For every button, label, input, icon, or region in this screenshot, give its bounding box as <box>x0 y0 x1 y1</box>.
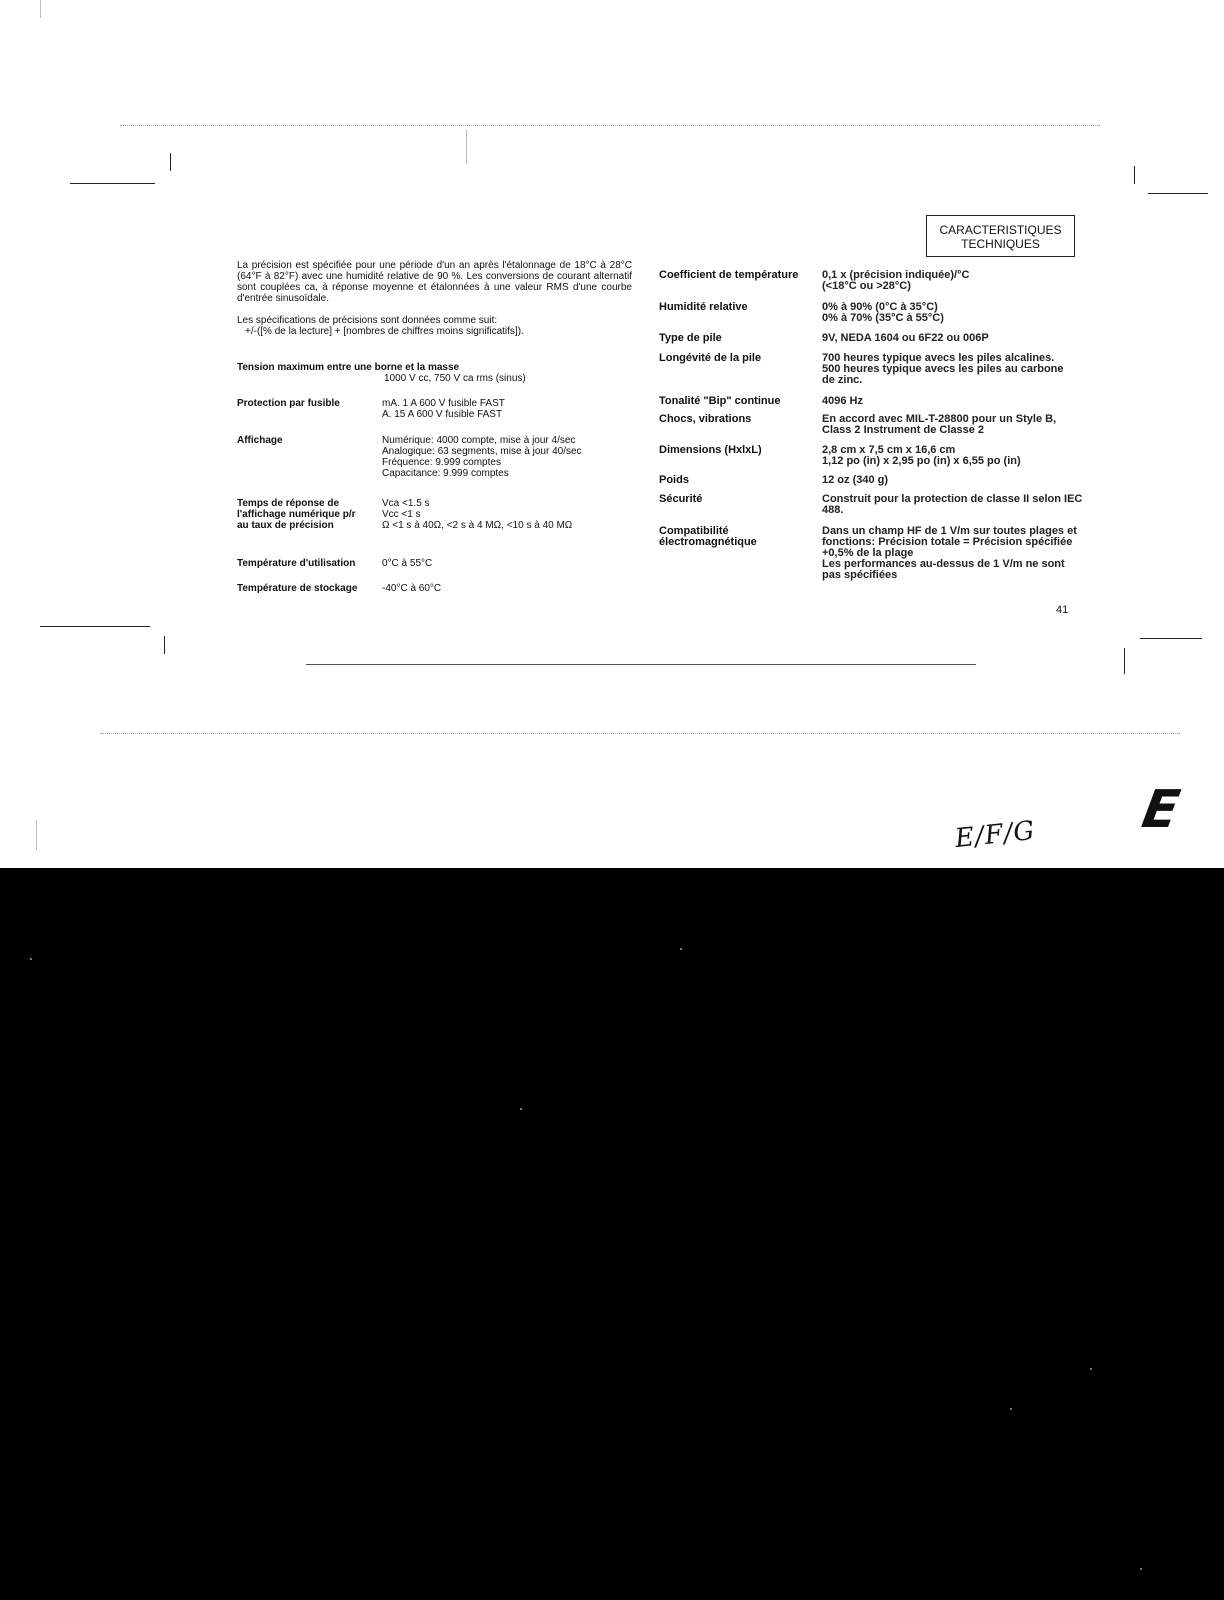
spec-value <box>822 445 1099 467</box>
spec-value-line: fonctions: Précision totale = Précision spécifiée <box>822 536 1073 548</box>
spec-value-line: Analogique: 63 segments, mise à jour 40/sec <box>382 446 582 457</box>
spec-value-line: Class 2 Instrument de Classe 2 <box>822 424 985 436</box>
spec-battery-life <box>659 353 1099 386</box>
spec-value-line: 500 heures typique avecs les piles au carbone <box>822 363 1064 375</box>
crop-mark <box>1148 193 1208 194</box>
spec-value-line: +0,5% de la plage <box>822 547 914 559</box>
intro-format-line2: +/-([% de la lecture] + [nombres de chiffres moins significatifs]). <box>245 326 524 337</box>
fold-line-top <box>120 125 1100 126</box>
scan-speck <box>1090 1368 1092 1370</box>
fold-line-bottom <box>100 733 1180 734</box>
spec-weight <box>659 475 1099 486</box>
spec-value-line: 2,8 cm x 7,5 cm x 16,6 cm <box>822 444 956 456</box>
handwritten-note: E/F/G <box>953 815 1037 855</box>
spec-safety <box>659 494 1099 516</box>
handwritten-letter: E <box>1137 780 1184 840</box>
crop-mark <box>40 626 150 627</box>
spec-value-line: 700 heures typique avecs les piles alcalines. <box>822 352 1055 364</box>
spec-label: Sécurité <box>659 493 703 505</box>
spec-value-line: 0% à 90% (0°C à 35°C) <box>822 301 938 313</box>
spec-value: -40°C à 60°C <box>382 583 442 594</box>
spec-label: Affichage <box>237 435 283 446</box>
spec-value-line: mA. 1 A 600 V fusible FAST <box>382 398 505 409</box>
crop-mark <box>466 130 467 164</box>
spec-label: Dimensions (HxlxL) <box>659 444 762 456</box>
spec-value-line: Ω <1 s à 40Ω, <2 s à 4 MΩ, <10 s à 40 MΩ <box>382 520 573 531</box>
spec-label: Coefficient de température <box>659 269 799 281</box>
spec-label-line: l'affichage numérique p/r <box>237 509 356 520</box>
spec-storage-temp <box>237 583 632 594</box>
spec-value <box>822 414 1099 436</box>
spec-value-line: (<18°C ou >28°C) <box>822 280 911 292</box>
spec-humidity <box>659 302 1099 324</box>
spec-label-line: Compatibilité <box>659 525 729 537</box>
spec-value <box>822 270 1099 292</box>
spec-value-line: Numérique: 4000 compte, mise à jour 4/sec <box>382 435 576 446</box>
spec-value-line: pas spécifiées <box>822 569 898 581</box>
intro-paragraph: La précision est spécifiée pour une période d'un an après l'étalonnage de 18°C à 28°C (64°F à 82°F) avec une humidité relative de 90 %. Les conversions de courant alternatif sont couplées ca, à réponse moyenne et étalonnées à une valeur RMS d'une courbe d'entrée sinusoïdale. <box>237 260 632 304</box>
section-tab-line2: TECHNIQUES <box>961 237 1040 251</box>
spec-value-line: Les performances au-dessus de 1 V/m ne sont <box>822 558 1065 570</box>
crop-mark <box>170 153 171 171</box>
scan-speck <box>1140 1568 1142 1570</box>
spec-label: Type de pile <box>659 332 722 344</box>
spec-battery-type <box>659 333 1099 344</box>
spec-value <box>822 302 1099 324</box>
black-scan-region <box>0 868 1224 1600</box>
crop-mark <box>1124 648 1125 674</box>
scan-speck <box>680 948 682 950</box>
fold-rule <box>306 664 976 665</box>
spec-value <box>822 494 1099 516</box>
spec-label: Protection par fusible <box>237 398 340 409</box>
scan-speck <box>1010 1408 1012 1410</box>
spec-value-line: Capacitance: 9.999 comptes <box>382 468 509 479</box>
spec-label: Température d'utilisation <box>237 558 356 569</box>
spec-value-line: Vca <1.5 s <box>382 498 430 509</box>
spec-label: Tonalité "Bip" continue <box>659 395 781 407</box>
spec-value-line: de zinc. <box>822 374 863 386</box>
spec-label: Poids <box>659 474 689 486</box>
spec-beep <box>659 396 1099 407</box>
spec-value <box>382 498 572 531</box>
crop-mark <box>70 183 155 184</box>
spec-fuse <box>237 398 632 420</box>
spec-label-line: Temps de réponse de <box>237 498 340 509</box>
spec-value-line: En accord avec MIL-T-28800 pour un Style B, <box>822 413 1057 425</box>
spec-label <box>659 526 822 581</box>
spec-value <box>822 353 1099 386</box>
spec-operating-temp <box>237 558 632 569</box>
spec-value <box>382 435 582 479</box>
spec-dimensions <box>659 445 1099 467</box>
spec-value-line: 1,12 po (in) x 2,95 po (in) x 6,55 po (in) <box>822 455 1021 467</box>
spec-value-line: 0,1 x (précision indiquée)/°C <box>822 269 970 281</box>
spec-shock <box>659 414 1099 436</box>
section-tab-line1: CARACTERISTIQUES <box>939 223 1062 237</box>
spec-response-time <box>237 498 632 531</box>
crop-mark <box>1140 638 1202 639</box>
page-number: 41 <box>1056 604 1069 616</box>
spec-value: 9V, NEDA 1604 ou 6F22 ou 006P <box>822 332 989 344</box>
crop-mark <box>40 0 41 18</box>
spec-value-line: Dans un champ HF de 1 V/m sur toutes plages et <box>822 525 1077 537</box>
spec-value-line: Construit pour la protection de classe II selon IEC <box>822 493 1083 505</box>
left-column <box>237 260 632 594</box>
spec-display <box>237 435 632 479</box>
spec-value: 1000 V cc, 750 V ca rms (sinus) <box>384 373 526 384</box>
spec-temp-coefficient <box>659 270 1099 292</box>
section-tab <box>926 215 1075 257</box>
crop-mark <box>1134 166 1135 184</box>
spec-value-line: 0% à 70% (35°C à 55°C) <box>822 312 944 324</box>
crop-mark <box>36 820 37 850</box>
crop-mark <box>164 636 165 654</box>
spec-value: 0°C à 55°C <box>382 558 433 569</box>
spec-label: Température de stockage <box>237 583 358 594</box>
spec-value-line: Fréquence: 9.999 comptes <box>382 457 501 468</box>
spec-label <box>237 498 382 531</box>
spec-label: Tension maximum entre une borne et la masse <box>237 362 460 373</box>
spec-value-line: A. 15 A 600 V fusible FAST <box>382 409 503 420</box>
scan-speck <box>30 958 32 960</box>
spec-label: Longévité de la pile <box>659 352 762 364</box>
spec-value: 12 oz (340 g) <box>822 474 889 486</box>
spec-label-line: au taux de précision <box>237 520 334 531</box>
spec-label: Chocs, vibrations <box>659 413 752 425</box>
spec-value: 4096 Hz <box>822 395 863 407</box>
spec-value-line: Vcc <1 s <box>382 509 421 520</box>
spec-value <box>382 398 505 420</box>
spec-max-voltage <box>237 362 632 384</box>
intro-format-line1: Les spécifications de précisions sont données comme suit: <box>237 315 498 326</box>
spec-label: Humidité relative <box>659 301 748 313</box>
spec-emc <box>659 526 1099 581</box>
spec-label-line: électromagnétique <box>659 536 757 548</box>
spec-value-line: 488. <box>822 504 844 516</box>
spec-value <box>822 526 1099 581</box>
scan-speck <box>520 1108 522 1110</box>
